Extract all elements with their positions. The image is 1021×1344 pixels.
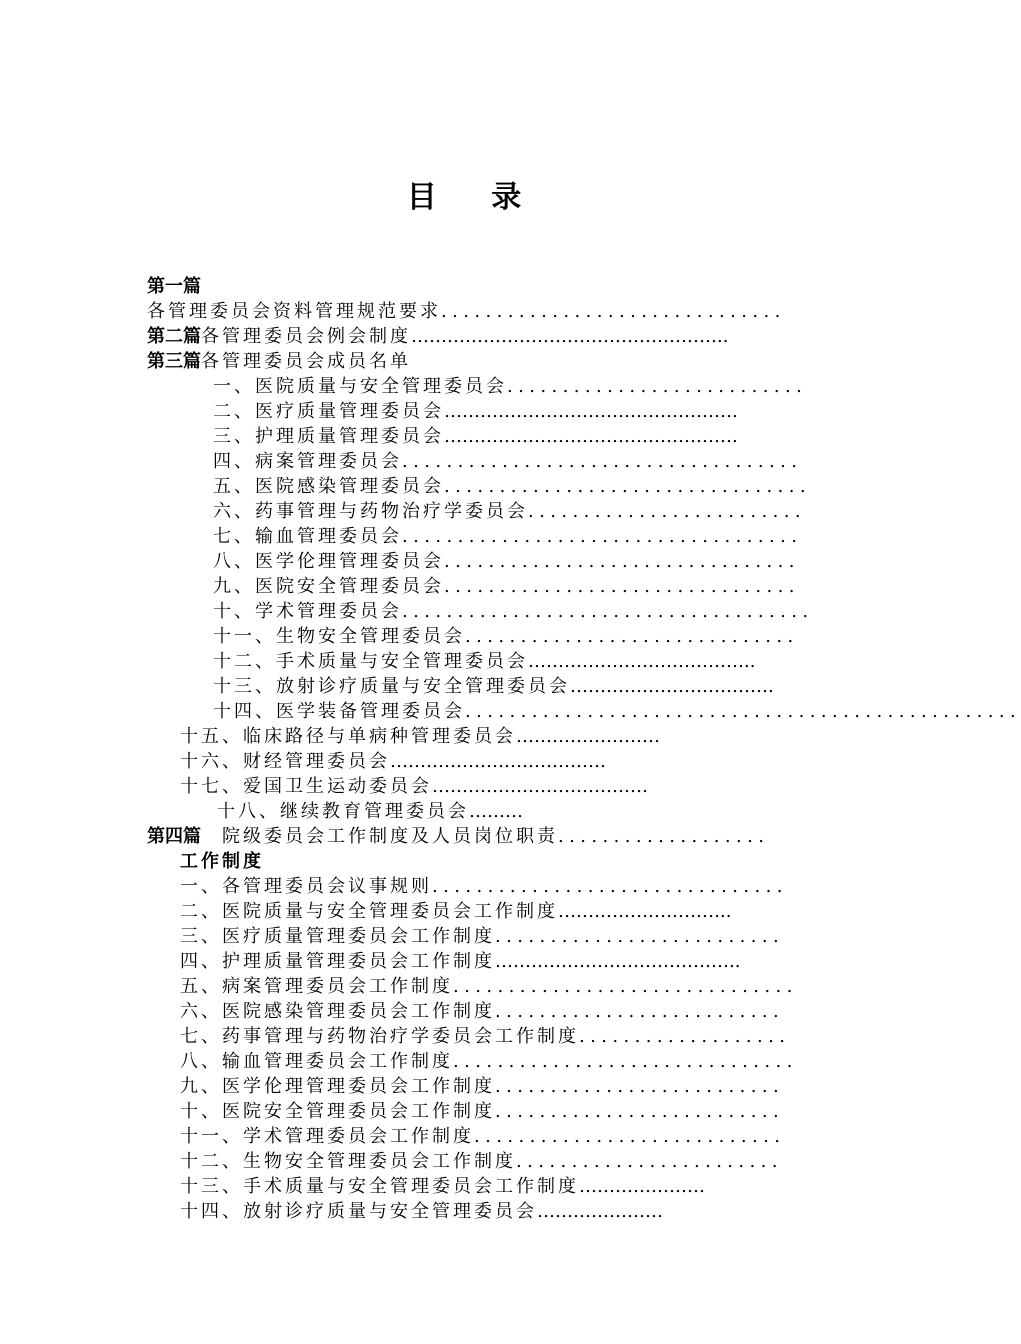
toc-entry[interactable]	[213, 374, 807, 399]
toc-entry[interactable]	[180, 1149, 807, 1174]
toc-entry[interactable]	[213, 699, 1021, 724]
toc-dot-leader: ..........................	[495, 926, 785, 947]
toc-entry[interactable]	[213, 474, 812, 499]
toc-entry[interactable]	[180, 974, 807, 999]
toc-entry-title: 十二、手术质量与安全管理委员会	[213, 651, 528, 672]
toc-entry-title: 十七、爱国卫生运动委员会	[180, 776, 432, 797]
toc-entry-title: 十四、医学装备管理委员会	[213, 701, 465, 722]
toc-entry[interactable]	[147, 299, 807, 324]
toc-dot-leader: ....................................	[402, 526, 803, 547]
toc-dot-leader: ………………………………………….	[444, 401, 738, 422]
toc-entry[interactable]	[180, 949, 807, 974]
toc-dot-leader: ...............................	[453, 976, 798, 997]
toc-entry-title: 七、药事管理与药物治疗学委员会工作制度	[180, 1026, 579, 1047]
toc-entry-title: 二、医院质量与安全管理委员会工作制度	[180, 901, 558, 922]
toc-entry-title: 七、输血管理委员会	[213, 526, 402, 547]
toc-entry-title: 十二、生物安全管理委员会工作制度	[180, 1151, 516, 1172]
toc-entry[interactable]	[147, 824, 807, 849]
toc-entry-title: 工作制度	[180, 851, 264, 872]
toc-entry-title: 十、学术管理委员会	[213, 601, 402, 622]
toc-entry-title: 五、医院感染管理委员会	[213, 476, 444, 497]
toc-entry[interactable]	[180, 1024, 807, 1049]
toc-entry-title: 十五、临床路径与单病种管理委员会	[180, 726, 516, 747]
toc-entry-title: 九、医学伦理管理委员会工作制度	[180, 1076, 495, 1097]
toc-dot-leader: ................................	[432, 876, 788, 897]
toc-dot-leader: ...................	[558, 826, 770, 847]
toc-dot-leader: ……………………………………………..	[411, 326, 729, 347]
toc-dot-leader: ..........................	[495, 1001, 785, 1022]
toc-entry[interactable]	[213, 574, 807, 599]
toc-dot-leader: ..............................	[465, 626, 799, 647]
toc-entry-title: 九、医院安全管理委员会	[213, 576, 444, 597]
toc-entry-title: 院级委员会工作制度及人员岗位职责	[201, 826, 558, 847]
toc-entry-title: 四、护理质量管理委员会工作制度	[180, 951, 495, 972]
toc-entry[interactable]	[180, 749, 807, 774]
toc-entry[interactable]	[213, 499, 807, 524]
toc-entry[interactable]	[180, 1174, 807, 1199]
toc-entry[interactable]	[147, 274, 807, 299]
toc-entry[interactable]	[213, 424, 807, 449]
toc-entry-title: 十一、生物安全管理委员会	[213, 626, 465, 647]
toc-dot-leader: ………………………………	[432, 776, 648, 797]
page-title: 目 录	[406, 180, 544, 215]
toc-entry[interactable]	[213, 674, 807, 699]
toc-entry-title: 十三、放射诊疗质量与安全管理委员会	[213, 676, 570, 697]
toc-entry[interactable]	[180, 999, 807, 1024]
toc-dot-leader: ………	[469, 801, 523, 822]
toc-entry-title: 六、药事管理与药物治疗学委员会	[213, 501, 528, 522]
toc-entry[interactable]	[180, 1074, 807, 1099]
toc-part-label: 第四篇	[147, 826, 201, 847]
toc-dot-leader: ………………………..	[558, 901, 732, 922]
toc-dot-leader: ...............................	[453, 1051, 798, 1072]
toc-part-label: 第二篇	[147, 326, 201, 347]
toc-entry-title: 四、病案管理委员会	[213, 451, 402, 472]
toc-entry-title: 八、医学伦理管理委员会	[213, 551, 444, 572]
toc-entry-title: 三、护理质量管理委员会	[213, 426, 444, 447]
toc-entry-title: 二、医疗质量管理委员会	[213, 401, 444, 422]
toc-dot-leader: ..........................	[495, 1101, 785, 1122]
toc-entry-title: 十、医院安全管理委员会工作制度	[180, 1101, 495, 1122]
toc-entry[interactable]	[180, 774, 807, 799]
toc-entry[interactable]	[180, 724, 807, 749]
toc-entry[interactable]	[147, 324, 807, 349]
toc-entry[interactable]	[213, 624, 807, 649]
toc-entry-title: 十四、放射诊疗质量与安全管理委员会	[180, 1201, 537, 1222]
toc-dot-leader: …………………………………..	[495, 951, 741, 972]
toc-entry[interactable]	[180, 899, 807, 924]
toc-entry-title: 六、医院感染管理委员会工作制度	[180, 1001, 495, 1022]
toc-dot-leader: ....................................	[402, 451, 803, 472]
toc-entry[interactable]	[213, 524, 807, 549]
toc-entry-title: 十六、财经管理委员会	[180, 751, 390, 772]
toc-dot-leader: ..........................	[495, 1076, 785, 1097]
toc-dot-leader: ………………………………………….	[444, 426, 738, 447]
toc-dot-leader: ..................................................	[465, 701, 1021, 722]
toc-dot-leader: ................................	[444, 551, 800, 572]
toc-dot-leader: …………………	[537, 1201, 663, 1222]
toc-dot-leader: …………………………….	[570, 676, 774, 697]
toc-entry-title: 五、病案管理委员会工作制度	[180, 976, 453, 997]
toc-dot-leader: .................................	[444, 476, 812, 497]
toc-dot-leader: ………………………………..	[528, 651, 756, 672]
toc-entry[interactable]	[180, 1049, 807, 1074]
toc-entry-title: 三、医疗质量管理委员会工作制度	[180, 926, 495, 947]
toc-entry[interactable]	[180, 849, 807, 874]
toc-entry[interactable]	[213, 449, 807, 474]
toc-dot-leader: ...............................	[441, 301, 786, 322]
toc-entry[interactable]	[213, 599, 814, 624]
toc-dot-leader: ……………………	[516, 726, 660, 747]
toc-dot-leader: ............................	[474, 1126, 786, 1147]
toc-part-label: 第一篇	[147, 276, 201, 297]
toc-entry-title: 十一、学术管理委员会工作制度	[180, 1126, 474, 1147]
toc-entry[interactable]	[213, 649, 807, 674]
toc-part-label: 第三篇	[147, 351, 201, 372]
toc-dot-leader: …………………	[579, 1176, 705, 1197]
toc-entry[interactable]	[180, 924, 807, 949]
toc-entry-title: 各管理委员会成员名单	[201, 351, 411, 372]
toc-dot-leader: .........................	[528, 501, 807, 522]
toc-entry[interactable]	[147, 349, 807, 374]
toc-entry[interactable]	[213, 399, 807, 424]
toc-entry-title: 八、输血管理委员会工作制度	[180, 1051, 453, 1072]
toc-entry-title: 一、医院质量与安全管理委员会	[213, 376, 507, 397]
toc-entry-title: 十八、继续教育管理委员会	[217, 801, 469, 822]
toc-dot-leader: .....................................	[402, 601, 814, 622]
toc-entry-title: 一、各管理委员会议事规则	[180, 876, 432, 897]
toc-dot-leader: ...........................	[507, 376, 808, 397]
toc-entry[interactable]	[180, 874, 807, 899]
toc-entry[interactable]	[213, 549, 807, 574]
toc-entry[interactable]	[180, 1199, 807, 1224]
toc-entry-title: 十三、手术质量与安全管理委员会工作制度	[180, 1176, 579, 1197]
toc-dot-leader: ........................	[516, 1151, 783, 1172]
toc-entry[interactable]	[180, 1124, 807, 1149]
toc-dot-leader: ...................	[579, 1026, 791, 1047]
toc-entry[interactable]	[217, 799, 807, 824]
toc-dot-leader: ………………………………	[390, 751, 606, 772]
toc-entry-title: 各管理委员会资料管理规范要求	[147, 301, 441, 322]
toc-entry-title: 各管理委员会例会制度	[201, 326, 411, 347]
toc-entry[interactable]	[180, 1099, 807, 1124]
toc-dot-leader: ................................	[444, 576, 800, 597]
